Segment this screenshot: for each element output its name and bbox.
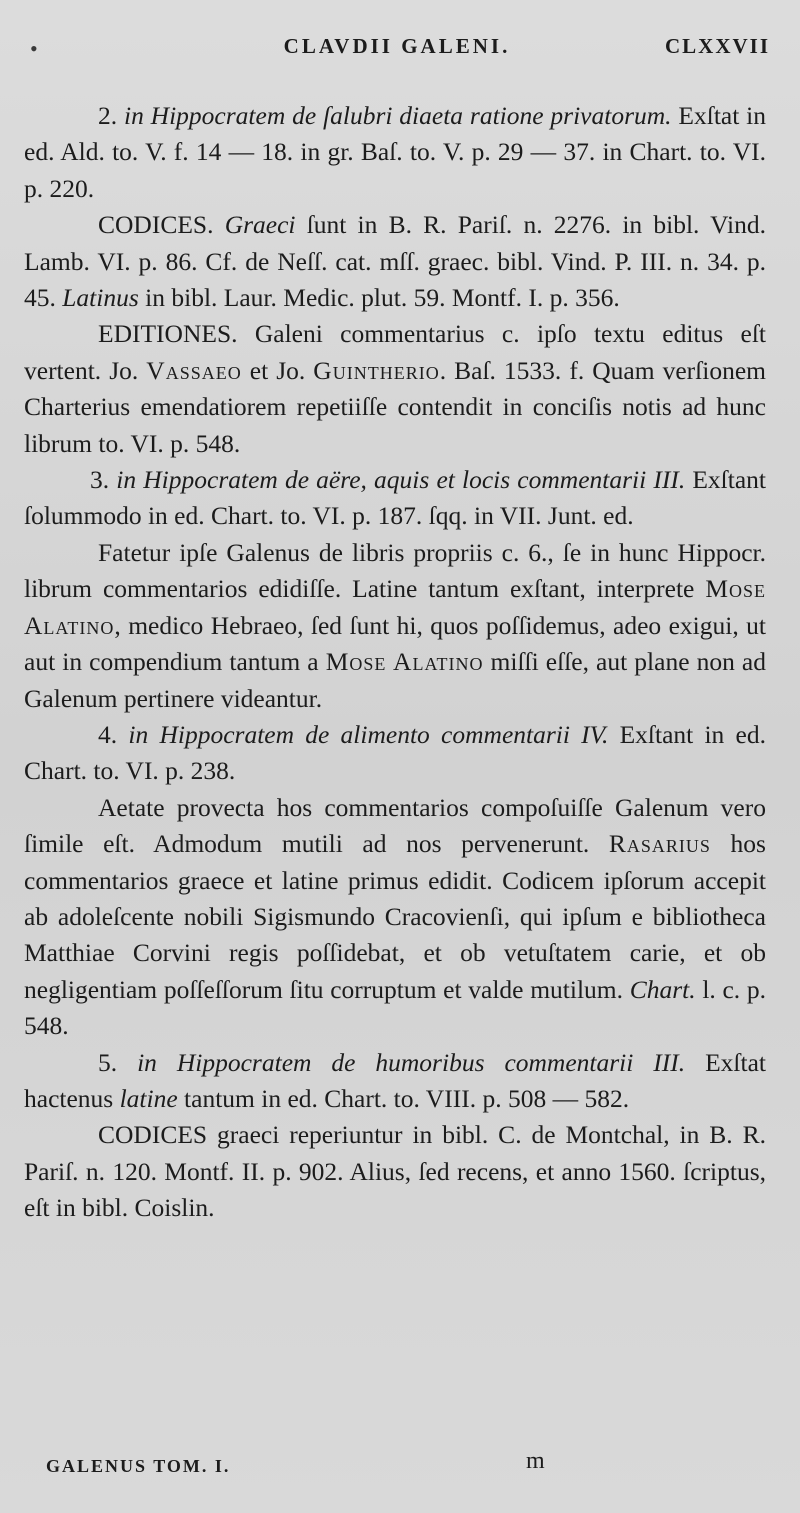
small-caps-name: Rasarius <box>608 829 711 859</box>
text-run: et Jo. <box>241 355 314 385</box>
small-caps-name: Mose Alatino <box>24 574 766 640</box>
page-number: CLXXVII <box>664 34 770 58</box>
italic-run: in Hippocratem de alimento commentarii IV. <box>128 719 609 749</box>
signature-mark: m <box>526 1448 545 1474</box>
text-run: Galeni commentarius c. ipſo textu editus eſt vertent. Jo. <box>24 319 766 385</box>
paragraph-p6 <box>24 717 766 790</box>
body-text <box>24 98 766 1227</box>
text-run: hos commentarios graece et latine primus edidit. Codicem ipſorum accepit ab adoleſcente nobili Sigismundo Cracovienſi, qui ipſum e bibliotheca Matthiae Corvini regis poſſidebat, et ob vetuſtatem carie, et ob negligentiam poſſeſſorum ſitu corruptum et valde mutilum. <box>24 829 766 1004</box>
paragraph-p1 <box>24 98 766 207</box>
italic-run: Chart. <box>629 974 696 1004</box>
text-run: ſunt in B. R. Pariſ. n. 2276. in bibl. Vind. Lamb. VI. p. 86. Cf. de Neſſ. cat. mſſ. graec. bibl. Vind. P. III. n. 34. p. 45. <box>24 210 767 313</box>
page-footer <box>46 1448 760 1478</box>
text-run: Aetate provecta hos commentarios compoſuiſſe Galenum vero ſimile eſt. Admodum mutili ad nos pervenerunt. <box>24 792 766 859</box>
page-header <box>24 28 770 68</box>
text-run: l. c. p. 548. <box>24 974 767 1041</box>
text-run: 2. <box>98 101 124 130</box>
paragraph-p7 <box>24 790 766 1045</box>
italic-run: Graeci <box>224 210 296 240</box>
text-run: EDITIONES. <box>98 319 238 349</box>
text-run: tantum in ed. Chart. to. VIII. p. 508 — 582. <box>177 1083 630 1113</box>
running-title: CLAVDII GALENI. <box>283 34 511 58</box>
paragraph-p4 <box>24 462 766 535</box>
italic-run: Latinus <box>62 283 139 313</box>
text-run: 5. <box>98 1047 138 1077</box>
text-run: Exſtant in ed. Chart. to. VI. p. 238. <box>24 719 766 786</box>
paragraph-p8 <box>24 1045 766 1118</box>
text-run: 4. <box>98 719 129 749</box>
text-run: Fatetur ipſe Galenus de libris propriis c. 6., ſe in hunc Hippocr. librum commentarios edidiſſe. Latine tantum exſtant, interprete <box>24 537 766 604</box>
paragraph-p3 <box>24 316 766 462</box>
text-run: Exſtant ſolummodo in ed. Chart. to. VI. p. 187. ſqq. in VII. Junt. ed. <box>24 465 766 531</box>
paragraph-p5 <box>24 535 766 717</box>
text-run: CODICES. <box>98 210 214 240</box>
paragraph-p2 <box>24 207 766 316</box>
italic-run: in Hippocratem de humoribus commentarii III. <box>137 1047 686 1077</box>
text-run: , medico Hebraeo, ſed ſunt hi, quos poſſidemus, adeo exigui, ut aut in compendium tantum a <box>24 610 766 677</box>
text-run: Exſtat hactenus <box>24 1047 766 1113</box>
small-caps-name: Vassaeo <box>146 355 242 385</box>
italic-run: latine <box>119 1083 178 1113</box>
signature-line: GALENUS TOM. I. <box>46 1456 231 1476</box>
small-caps-name: Mose Alatino <box>325 647 484 677</box>
text-run: Exſtat in ed. Ald. to. V. f. 14 — 18. in gr. Baſ. to. V. p. 29 — 37. in Chart. to. VI. p. 220. <box>24 101 766 203</box>
italic-run: in Hippocratem de ſalubri diaeta ratione privatorum. <box>123 101 672 130</box>
text-run: miſſi eſſe, aut plane non ad Galenum pertinere videantur. <box>24 647 766 713</box>
text-run: CODICES graeci reperiuntur in bibl. C. de Montchal, in B. R. Pariſ. n. 120. Montf. II. p. 902. Alius, ſed recens, et anno 1560. ſcriptus, eſt in bibl. Coislin. <box>24 1120 766 1223</box>
text-run: in bibl. Laur. Medic. plut. 59. Montf. I. p. 356. <box>138 283 620 313</box>
small-caps-name: Guintherio <box>313 355 440 385</box>
text-run <box>213 210 224 239</box>
text-run: . Baſ. 1533. f. Quam verſionem Charterius emendatiorem repetiiſſe contendit in conciſis notis ad hunc librum to. VI. p. 548. <box>24 355 766 458</box>
paragraph-p9 <box>24 1117 766 1226</box>
italic-run: in Hippocratem de aëre, aquis et locis commentarii III. <box>116 465 686 495</box>
header-dot: • <box>30 36 38 61</box>
text-run: 3. <box>90 465 117 495</box>
